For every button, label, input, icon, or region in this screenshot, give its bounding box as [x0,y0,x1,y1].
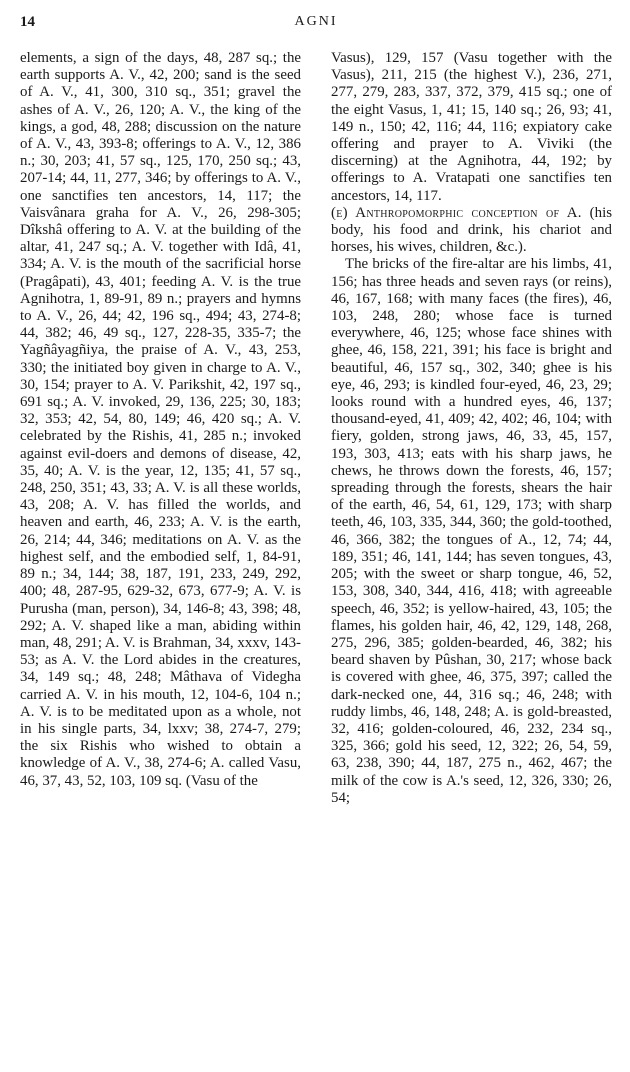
page-number: 14 [20,14,35,30]
index-columns [20,50,612,807]
right-column [331,50,612,807]
right-column-paragraph-2 [331,205,612,257]
running-head: AGNI [294,14,338,29]
section-heading: (e) Anthropomorphic conception of A. [331,204,582,221]
left-column [20,50,301,807]
page-header [20,14,612,36]
section-heading-continuation: (his body, his food and drink, his chariot and horses, his wives, children, &c.). [331,204,612,256]
left-column-text: elements, a sign of the days, 48, 287 sq.; the earth supports A. V., 42, 200; sand is the seed of A. V., 41, 300, 310 sq., 351; gravel the ashes of A. V., 26, 120; A. V., the king of the kings, a god, 48, 288; discussion on the nature of A. V., 43, 393-8; offerings to A. V., 12, 386 n.; 30, 203; 41, 57 sq., 125, 170, 250 sq.; 43, 207-14; 44, 11, 277, 346; by offerings to A. V., one sanctifies ten ancestors, 14, 117; the Vaisvânara graha for A. V., 26, 298-305; Dîkshâ offering to A. V. at the building of the altar, 41, 247 sq.; A. V. together with Idâ, 41, 334; A. V. is the mouth of the sacrificial horse (Pragâpati), 43, 401; feeding A. V. is the true Agnihotra, 1, 89-91, 89 n.; prayers and hymns to A. V., 26, 44; 42, 196 sq., 494; 43, 274-8; 44, 382; 46, 49 sq., 127, 228-35, 335-7; the Yagñâyagñiya, the praise of A. V., 43, 253, 330; the initiated boy given in charge to A. V., 30, 154; prayer to A. V. Parikshit, 42, 197 sq., 691 sq.; A. V. invoked, 29, 136, 225; 30, 183; 32, 353; 42, 54, 80, 149; 46, 420 sq.; A. V. celebrated by the Rishis, 41, 285 n.; invoked against evil-doers and demons of disease, 42, 35, 40; A. V. is the year, 12, 135; 41, 57 sq., 248, 250, 351; 43, 33; A. V. is all these worlds, 43, 208; A. V. has filled the worlds, and heaven and earth, 46, 233; A. V. is the earth, 26, 214; 44, 346; meditations on A. V. as the highest self, and the embodied self, 1, 84-91, 89 n.; 34, 144; 38, 187, 191, 233, 249, 292, 400; 48, 287-95, 629-32, 673, 677-9; A. V. is Purusha (man, person), 34, 146-8; 43, 398; 48, 292; A. V. shaped like a man, abiding within man, 48, 291; A. V. is Brahman, 34, xxxv, 143-53; as A. V. the Lord abides in the creatures, 34, 149 sq.; 48, 248; Mâthava of Videgha carried A. V. in his mouth, 12, 104-6, 104 n.; A. V. is to be meditated upon as a whole, not in his single parts, 34, lxxv; 38, 274-7, 279; the six Rishis who wished to obtain a knowledge of A. V., 38, 274-6; A. called Vasu, 46, 37, 43, 52, 103, 109 sq. (Vasu of the [20,50,301,789]
right-column-paragraph-3: The bricks of the fire-altar are his limbs, 41, 156; has three heads and seven rays (or reins), 46, 167, 168; with many faces (the fires), 46, 103, 248, 280; whose face is turned everywhere, 46, 125; whose face shines with ghee, 46, 158, 221, 391; his face is bright and beautiful, 46, 157 sq., 302, 340; ghee is his eye, 46, 293; is kindled four-eyed, 46, 23, 29; looks round with a hundred eyes, 46, 137; thousand-eyed, 41, 409; 42, 402; 46, 104; with fiery, golden, strong jaws, 46, 33, 45, 157, 193, 303, 413; eats with his sharp jaws, he chews, he throws down the forests, 46, 157; spreading through the forests, shears the hair of the earth, 46, 54, 61, 129, 173; with sharp teeth, 46, 103, 335, 344, 360; the gold-toothed, 46, 366, 382; the tongues of A., 12, 74; 44, 189, 351; 46, 141, 144; has seven tongues, 43, 205; with the sweet or sharp tongue, 46, 52, 153, 308, 340, 344, 416, 418; with agreeable speech, 46, 352; is yellow-haired, 43, 105; the flames, his golden hair, 46, 42, 129, 148, 268, 275, 296, 385; golden-bearded, 46, 382; his beard shaven by Pûshan, 30, 217; whose back is covered with ghee, 46, 375, 397; called the dark-necked one, 44, 316 sq.; 46, 248; with ruddy limbs, 46, 148, 248; A. is gold-breasted, 32, 416; golden-coloured, 46, 232, 234 sq., 325, 366; gold his seed, 12, 322; 26, 54, 59, 63, 238, 390; 44, 187, 275 n., 462, 467; the milk of the cow is A.'s seed, 12, 326, 330; 26, 54; [331,256,612,806]
right-column-paragraph-1: Vasus), 129, 157 (Vasu together with the Vasus), 211, 215 (the highest V.), 236, 271, 277, 279, 283, 337, 372, 379, 415 sq.; one of the eight Vasus, 1, 41; 15, 140 sq.; 26, 93; 41, 149 n., 150; 42, 116; 44, 116; expiatory cake offering and prayer to A. Viviki (the discerning) at the Agnihotra, 44, 192; by offerings to A. Vratapati one sanctifies ten ancestors, 14, 117. [331,50,612,204]
